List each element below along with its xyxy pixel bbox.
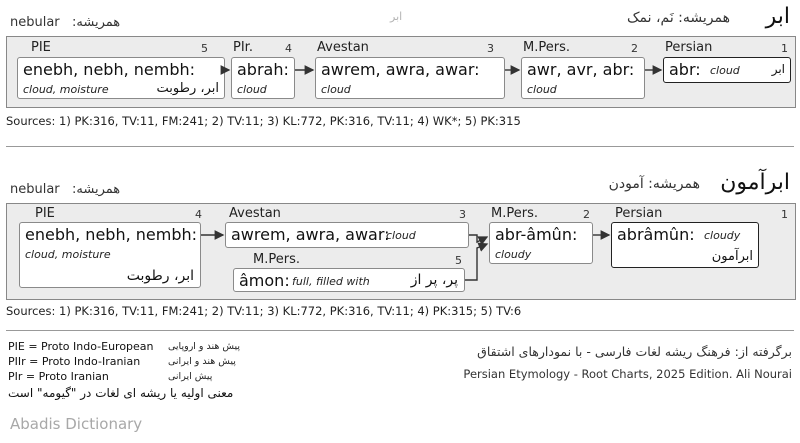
node-fa: ابرآمون	[711, 249, 753, 264]
lang-label: PIr.	[233, 40, 253, 55]
node-main: awrem, awra, awar:	[321, 60, 480, 79]
legend-note: معنی اولیه یا ریشه ای لغات در "گیومه" است	[8, 386, 234, 400]
etymology-chart-2	[6, 203, 796, 300]
node-main: awr, avr, abr:	[527, 60, 635, 79]
node-main: âmon:	[239, 271, 290, 290]
etymology-chart-1	[6, 36, 796, 108]
node-fa: پر، پر از	[410, 272, 458, 288]
cognate-en: nebular	[10, 15, 60, 30]
footer-brand: Abadis Dictionary	[10, 415, 143, 433]
node-gloss: cloud	[237, 83, 267, 96]
lang-label: M.Pers.	[253, 252, 300, 267]
node-main: abr:	[669, 60, 701, 79]
node-gloss: cloud, moisture	[23, 83, 109, 96]
node-number: 2	[631, 42, 638, 55]
credit-fa: برگرفته از: فرهنگ ریشه لغات فارسی - با نمودارهای اشتقاق	[477, 344, 792, 359]
node-number: 4	[285, 42, 292, 55]
cognate-en: nebular	[10, 182, 60, 197]
node-gloss: cloud	[386, 229, 416, 242]
cognate-en-label: همریشه:	[72, 182, 121, 197]
node-main: enebh, nebh, nembh:	[23, 60, 196, 79]
faint-word: ابر	[390, 10, 403, 23]
node-main: abrâmûn:	[617, 225, 695, 244]
node-number: 5	[201, 42, 208, 55]
sources-1: Sources: 1) PK:316, TV:11, FM:241; 2) TV:11; 3) KL:772, PK:316, TV:11; 4) WK*; 5) PK:315	[6, 114, 521, 128]
lang-label: Avestan	[317, 40, 369, 55]
node-main: abrah:	[237, 60, 289, 79]
legend-fa: پیش ایرانی	[168, 371, 213, 382]
cognates-fa: همریشه: نَم، نمک	[627, 10, 730, 26]
arrows-1	[7, 37, 795, 107]
lang-label: M.Pers.	[523, 40, 570, 55]
divider	[6, 146, 794, 147]
node-number: 4	[195, 208, 202, 221]
legend-line: PIE = Proto Indo-European	[8, 340, 154, 353]
cognates-fa: همریشه: آمودن	[608, 176, 700, 192]
node-fa: ابر	[771, 62, 785, 76]
lang-label: Avestan	[229, 206, 281, 221]
lang-label: M.Pers.	[491, 206, 538, 221]
arrows-2	[7, 204, 795, 299]
legend-line: PIr = Proto Iranian	[8, 370, 109, 383]
node-number: 5	[455, 254, 462, 267]
node-main: abr-âmûn:	[495, 225, 578, 244]
node-number: 2	[583, 208, 590, 221]
lang-label: Persian	[665, 40, 713, 55]
entry-word: ابرآمون	[720, 170, 790, 195]
legend-fa: پیش هند و ایرانی	[168, 356, 236, 367]
node-gloss: full, filled with	[292, 275, 370, 288]
divider	[6, 330, 794, 331]
node-main: enebh, nebh, nembh:	[25, 225, 198, 244]
node-gloss: cloud, moisture	[25, 248, 111, 261]
lang-label: Persian	[615, 206, 663, 221]
node-gloss: cloud	[710, 64, 740, 77]
lang-label: PIE	[35, 206, 55, 221]
sources-2: Sources: 1) PK:316, TV:11, FM:241; 2) TV:11; 3) KL:772, PK:316, TV:11; 4) PK:315; 5) TV:6	[6, 304, 522, 318]
lang-label: PIE	[31, 40, 51, 55]
node-fa: ابر، رطوبت	[156, 81, 219, 96]
node-fa: ابر، رطوبت	[126, 268, 194, 284]
credit-en: Persian Etymology - Root Charts, 2025 Edition. Ali Nourai	[463, 367, 792, 381]
node-gloss: cloud	[527, 83, 557, 96]
legend-fa: پیش هند و اروپایی	[168, 341, 241, 352]
cognate-en-label: همریشه:	[72, 15, 121, 30]
node-number: 3	[459, 208, 466, 221]
node-gloss: cloudy	[495, 248, 532, 261]
node-gloss: cloud	[321, 83, 351, 96]
node-number: 1	[781, 42, 788, 55]
node-main: awrem, awra, awar:	[231, 225, 390, 244]
node-number: 1	[781, 208, 788, 221]
entry-word: ابر	[765, 4, 790, 29]
legend-line: PIIr = Proto Indo-Iranian	[8, 355, 141, 368]
node-number: 3	[487, 42, 494, 55]
node-gloss: cloudy	[704, 229, 741, 242]
